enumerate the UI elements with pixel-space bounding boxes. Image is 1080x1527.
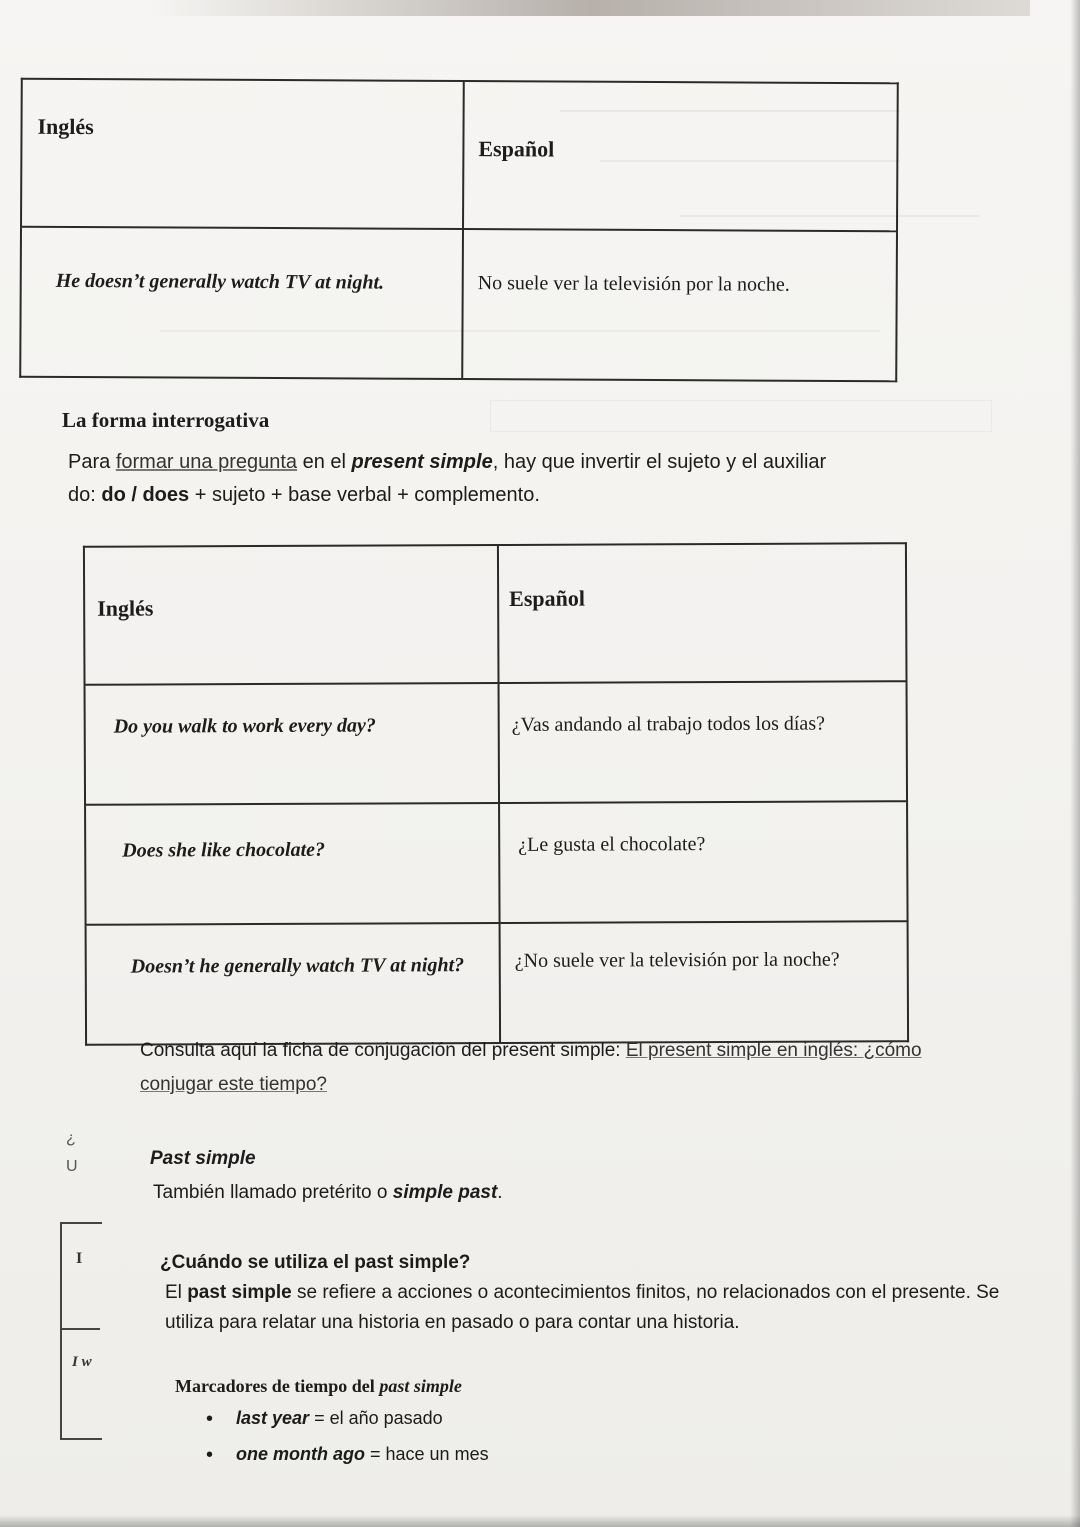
past-simple-subtitle: También llamado pretérito o simple past. bbox=[153, 1182, 503, 1203]
table-row bbox=[20, 227, 897, 382]
page-top-shadow bbox=[150, 0, 1030, 16]
present-simple-conjugation-link-continued[interactable]: conjugar este tiempo? bbox=[140, 1074, 327, 1095]
formar-pregunta-link[interactable]: formar una pregunta bbox=[115, 451, 298, 473]
consulta-paragraph: Consulta aquí la ficha de conjugación del present simple: El present simple en inglés: ¿cómo conjugar este tiempo? bbox=[140, 1040, 922, 1095]
spanish-question: ¿Vas andando al trabajo todos los días? bbox=[511, 712, 826, 736]
list-item: • one month ago = hace un mes bbox=[200, 1444, 700, 1480]
table-row bbox=[86, 921, 909, 1045]
spanish-question: ¿Le gusta el chocolate? bbox=[518, 833, 706, 856]
page-bottom-edge bbox=[0, 1515, 1080, 1527]
table-row bbox=[85, 801, 908, 925]
list-item: • last year = el año pasado bbox=[200, 1408, 700, 1444]
paragraph-line-2: do: do / does + sujeto + base verbal + complemento. bbox=[68, 484, 540, 506]
section-heading-interrogative: La forma interrogativa bbox=[62, 408, 270, 432]
interrogative-example-table bbox=[83, 542, 909, 1046]
negative-example-table bbox=[19, 78, 899, 383]
english-question: Doesn’t he generally watch TV at night? bbox=[130, 954, 465, 978]
page-right-edge bbox=[1070, 0, 1080, 1527]
column-header-english: Inglés bbox=[97, 595, 154, 621]
table-header-row bbox=[21, 79, 898, 232]
spanish-sentence: No suele ver la televisión por la noche. bbox=[477, 272, 790, 296]
section-title-past-simple: Past simple bbox=[150, 1148, 256, 1169]
paragraph-line-1: Para formar una pregunta en el present simple, hay que invertir el sujeto y el auxiliar bbox=[68, 451, 827, 473]
interrogative-paragraph bbox=[68, 446, 888, 512]
time-markers-list bbox=[200, 1408, 700, 1480]
table-row bbox=[85, 681, 908, 805]
present-simple-conjugation-link[interactable]: El present simple en inglés: ¿cómo bbox=[625, 1040, 922, 1061]
when-used-heading: ¿Cuándo se utiliza el past simple? bbox=[160, 1252, 471, 1273]
when-used-paragraph: El past simple se refiere a acciones o acontecimientos finitos, no relacionados con el presente. Se utiliza para relatar una historia en pasado o para contar una historia. bbox=[165, 1282, 1000, 1333]
english-question: Does she like chocolate? bbox=[122, 838, 326, 862]
spanish-question: ¿No suele ver la televisión por la noche? bbox=[514, 948, 840, 972]
column-header-english: Inglés bbox=[37, 113, 94, 140]
english-question: Do you walk to work every day? bbox=[113, 714, 376, 738]
time-markers-heading: Marcadores de tiempo del past simple bbox=[175, 1376, 462, 1396]
column-header-spanish: Español bbox=[478, 136, 555, 162]
table-header-row bbox=[84, 543, 907, 685]
english-sentence: He doesn’t generally watch TV at night. bbox=[55, 269, 385, 294]
column-header-spanish: Español bbox=[509, 585, 586, 611]
